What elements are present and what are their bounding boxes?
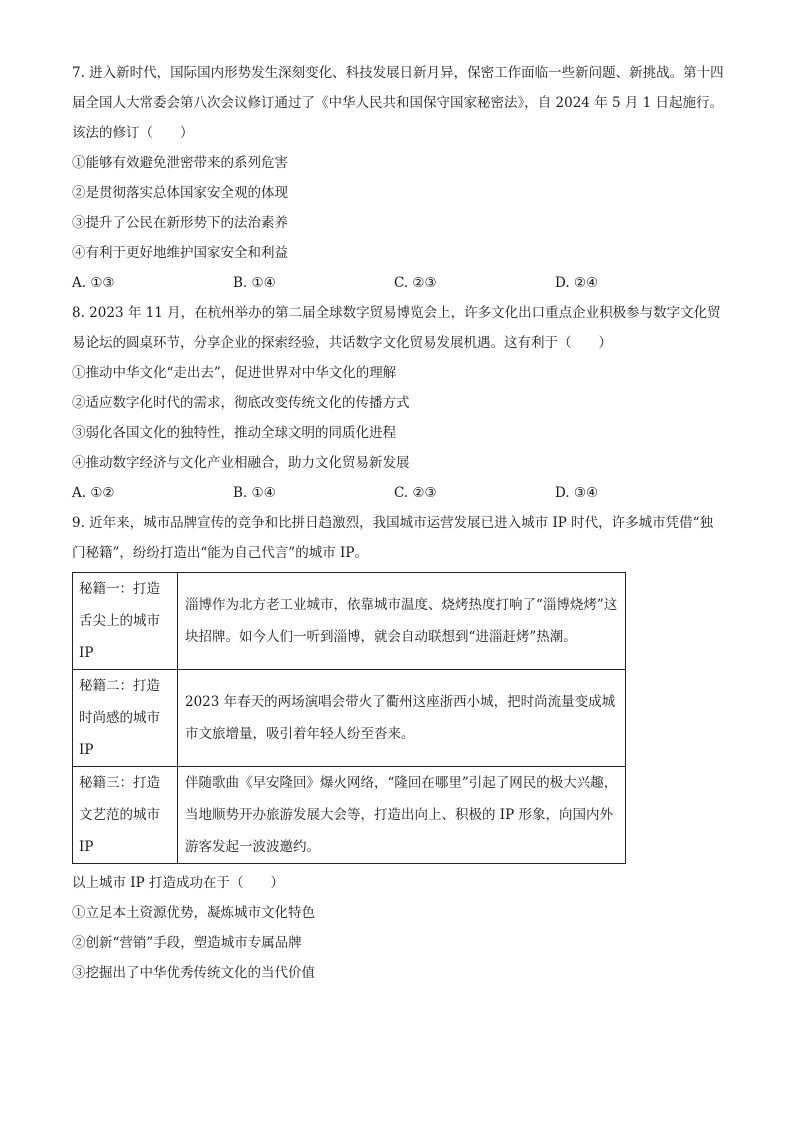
- q8-choice-a: A. ①②: [72, 485, 115, 501]
- q7-item-1: ①能够有效避免泄密带来的系列危害: [72, 155, 288, 171]
- q7-stem: 7. 进入新时代，国际国内形势发生深刻变化、科技发展日新月异，保密工作面临一些新问题、新挑战。第十四届全国人大常委会第八次会议修订通过了《中华人民共和国保守国家秘密法》，自 2024 年 5 月 1 日起施行。该法的修订（ ）: [72, 65, 724, 141]
- q7-choices: [72, 268, 724, 298]
- q9-item-2: ②创新“营销”手段，塑造城市专属品牌: [72, 935, 302, 951]
- q8-choice-b: B. ①④: [233, 485, 276, 501]
- table-cell-key: 秘籍二：打造时尚感的城市IP: [73, 670, 178, 767]
- q8-item-1: ①推动中华文化“走出去”，促进世界对中华文化的理解: [72, 365, 397, 381]
- q8-stem: 8. 2023 年 11 月，在杭州举办的第二届全球数字贸易博览会上，许多文化出口重点企业积极参与数字文化贸易论坛的圆桌环节，分享企业的探索经验，共话数字文化贸易发展机遇。这有利于（ ）: [72, 305, 721, 351]
- q8-item-2: ②适应数字化时代的需求，彻底改变传统文化的传播方式: [72, 395, 410, 411]
- table-cell-desc: 2023 年春天的两场演唱会带火了衢州这座浙西小城，把时尚流量变成城市文旅增量，吸引着年轻人纷至沓来。: [178, 670, 626, 767]
- q8-item-4: ④推动数字经济与文化产业相融合，助力文化贸易新发展: [72, 455, 410, 471]
- q7-item-4: ④有利于更好地维护国家安全和利益: [72, 245, 288, 261]
- q7-item-2: ②是贯彻落实总体国家安全观的体现: [72, 185, 288, 201]
- table-cell-desc: 淄博作为北方老工业城市，依靠城市温度、烧烤热度打响了“淄博烧烤”这块招牌。如今人们一听到淄博，就会自动联想到“进淄赶烤”热潮。: [178, 573, 626, 670]
- q8-choices: [72, 478, 724, 508]
- table-row: [73, 670, 626, 767]
- q9-stem: 9. 近年来，城市品牌宣传的竞争和比拼日趋激烈，我国城市运营发展已进入城市 IP 时代，许多城市凭借“独门秘籍”，纷纷打造出“能为自己代言”的城市 IP。: [72, 515, 714, 561]
- table-row: [73, 573, 626, 670]
- q8-choice-c: C. ②③: [394, 485, 437, 501]
- q8-item-3: ③弱化各国文化的独特性，推动全球文明的同质化进程: [72, 425, 396, 441]
- city-ip-table: [72, 572, 626, 864]
- q7-choice-c: C. ②③: [394, 275, 437, 291]
- q9-item-1: ①立足本土资源优势，凝炼城市文化特色: [72, 905, 315, 921]
- table-row: [73, 767, 626, 864]
- exam-page: [72, 58, 724, 988]
- q7-item-3: ③提升了公民在新形势下的法治素养: [72, 215, 288, 231]
- q7-choice-a: A. ①③: [72, 275, 115, 291]
- q9-question: 以上城市 IP 打造成功在于（ ）: [72, 875, 284, 891]
- q7-choice-d: D. ②④: [555, 275, 599, 291]
- q9-item-3: ③挖掘出了中华优秀传统文化的当代价值: [72, 965, 315, 981]
- q7-choice-b: B. ①④: [233, 275, 276, 291]
- q8-choice-d: D. ③④: [555, 485, 599, 501]
- table-cell-key: 秘籍三：打造文艺范的城市IP: [73, 767, 178, 864]
- table-cell-key: 秘籍一：打造舌尖上的城市IP: [73, 573, 178, 670]
- table-cell-desc: 伴随歌曲《早安隆回》爆火网络，“隆回在哪里”引起了网民的极大兴趣，当地顺势开办旅游发展大会等，打造出向上、积极的 IP 形象，向国内外游客发起一波波邀约。: [178, 767, 626, 864]
